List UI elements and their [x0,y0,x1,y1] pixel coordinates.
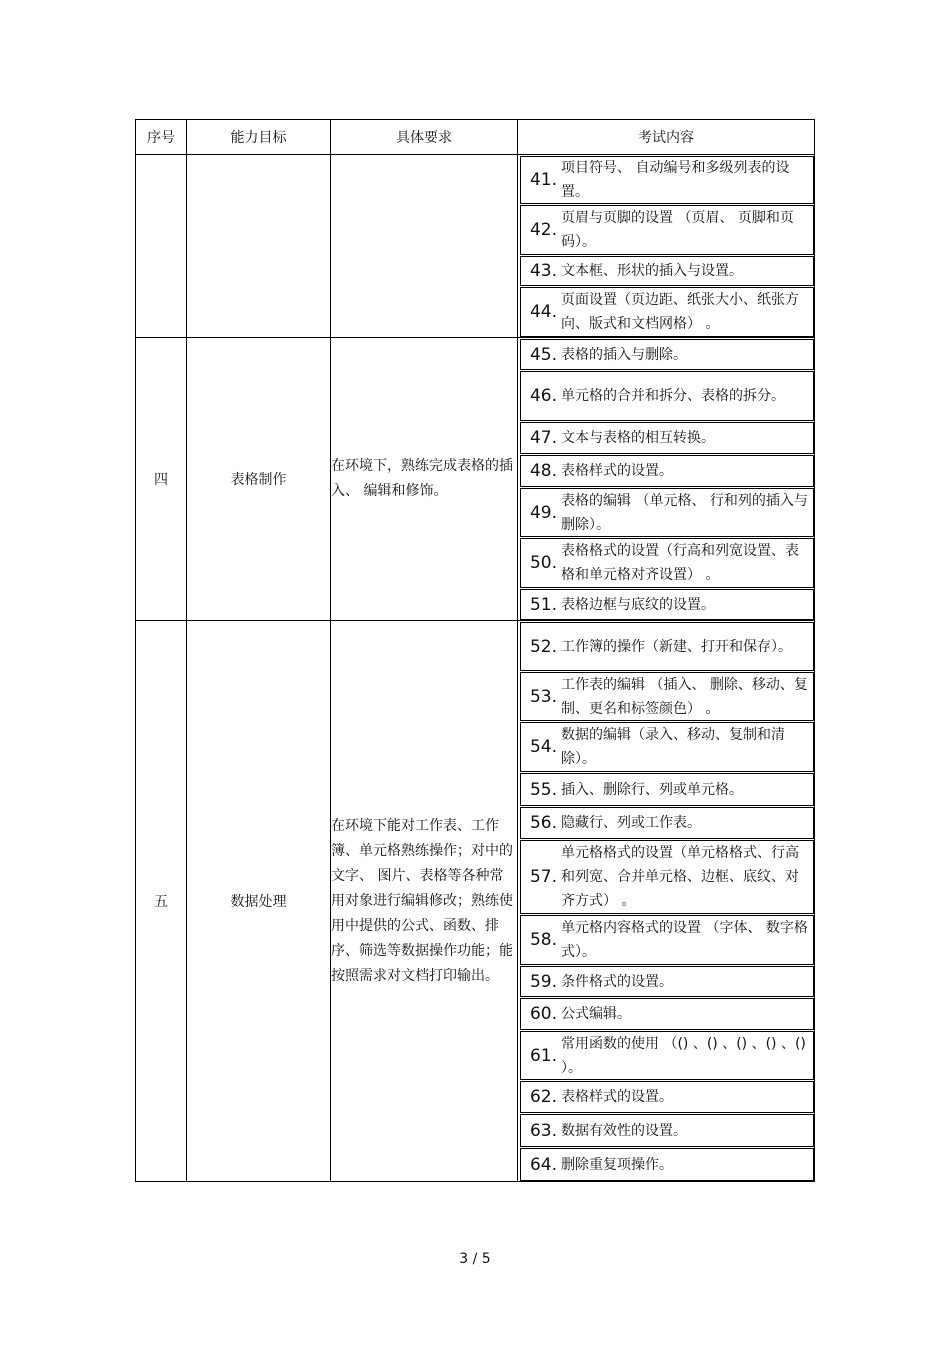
item-text: 数据有效性的设置。 [561,1122,687,1139]
section-seq: 四 [136,338,187,621]
item-number: 46. [529,386,557,406]
item-text: 项目符号、 自动编号和多级列表的设置。 [561,160,790,200]
item-number: 54. [529,737,557,757]
list-item [520,538,814,588]
item-text: 文本框、形状的插入与设置。 [561,263,743,279]
list-item [520,773,814,806]
item-text: 单元格格式的设置（单元格格式、行高和列宽、合并单元格、边框、底纹、对齐方式） 。 [561,845,799,909]
list-item [520,722,814,772]
item-text: 表格边框与底纹的设置。 [561,596,715,613]
list-item [520,998,814,1030]
section-seq: 五 [136,621,187,1182]
section-goal [187,155,331,338]
list-item [520,371,814,421]
list-item [520,205,814,255]
item-number: 51. [529,594,557,615]
table-row [136,155,815,338]
item-text: 数据的编辑（录入、移动、复制和清除）。 [561,727,785,767]
item-number: 58. [529,930,557,950]
item-number: 47. [529,428,557,448]
item-text: 表格样式的设置。 [561,463,673,479]
item-number: 48. [529,461,557,481]
item-number: 56. [529,813,557,833]
table-row [136,338,815,621]
list-item [520,422,814,454]
item-number: 52. [529,636,557,657]
item-number: 45. [529,344,557,365]
item-number: 50. [529,553,557,573]
section-goal: 数据处理 [187,621,331,1182]
item-text: 单元格内容格式的设置 （字体、 数字格式）。 [561,920,808,960]
item-number: 57. [529,867,557,887]
item-number: 49. [529,502,557,523]
exam-content-table [135,119,815,1182]
list-item [520,915,814,965]
table-header-row [136,120,815,155]
item-number: 63. [529,1120,557,1141]
list-item [520,672,814,721]
list-item [520,589,814,620]
item-text: 公式编辑。 [561,1006,631,1022]
item-text: 表格的编辑 （单元格、 行和列的插入与删除）。 [561,492,808,533]
section-requirement [331,155,518,338]
item-text: 页面设置（页边距、纸张大小、纸张方向、版式和文档网格） 。 [561,292,799,332]
item-text: 删除重复项操作。 [561,1156,673,1173]
item-text: 工作簿的操作（新建、打开和保存）。 [561,638,792,655]
list-item [520,156,814,204]
section-items [518,621,815,1182]
list-item [520,287,814,337]
item-number: 53. [529,686,557,707]
item-text: 文本与表格的相互转换。 [561,430,715,446]
header-goal: 能力目标 [187,120,331,155]
list-item [520,256,814,286]
item-number: 41. [529,170,557,190]
section-requirement: 在环境下能对工作表、工作簿、单元格熟练操作；对中的文字、 图片、表格等各种常用对象进行编辑修改；熟练使用中提供的公式、函数、排序、筛选等数据操作功能；能按照需求对文档打印输出。 [331,621,518,1182]
table-row [136,621,815,1182]
item-text: 单元格的合并和拆分、表格的拆分。 [561,388,785,404]
list-item [520,840,814,914]
item-number: 64. [529,1154,557,1175]
item-text: 表格样式的设置。 [561,1089,673,1105]
section-seq [136,155,187,338]
item-text: 常用函数的使用 （() 、() 、() 、() 、() ）。 [561,1035,806,1076]
section-items [518,338,815,621]
header-requirement: 具体要求 [331,120,518,155]
section-goal: 表格制作 [187,338,331,621]
item-number: 44. [529,302,557,322]
item-number: 60. [529,1004,557,1024]
item-text: 表格的插入与删除。 [561,346,687,363]
item-text: 表格格式的设置（行高和列宽设置、表格和单元格对齐设置） 。 [561,543,799,583]
list-item [520,339,814,370]
item-number: 42. [529,220,557,240]
item-number: 43. [529,261,557,281]
item-number: 61. [529,1045,557,1066]
list-item [520,966,814,997]
item-text: 工作表的编辑 （插入、 删除、移动、复制、更名和标签颜色） 。 [561,676,808,717]
list-item [520,1081,814,1113]
section-items [518,155,815,338]
item-number: 62. [529,1087,557,1107]
list-item [520,1148,814,1181]
list-item [520,1114,814,1147]
list-item [520,807,814,839]
section-requirement: 在环境下，熟练完成表格的插入、 编辑和修饰。 [331,338,518,621]
item-number: 59. [529,971,557,992]
page-number: 3 / 5 [459,1251,491,1267]
item-text: 插入、删除行、列或单元格。 [561,781,743,798]
list-item [520,455,814,487]
list-item [520,622,814,671]
header-seq: 序号 [136,120,187,155]
header-content: 考试内容 [518,120,815,155]
list-item [520,488,814,537]
list-item [520,1031,814,1080]
item-text: 隐藏行、列或工作表。 [561,815,701,831]
item-number: 55. [529,779,557,800]
item-text: 页眉与页脚的设置 （页眉、 页脚和页码）。 [561,210,794,250]
item-text: 条件格式的设置。 [561,973,673,990]
